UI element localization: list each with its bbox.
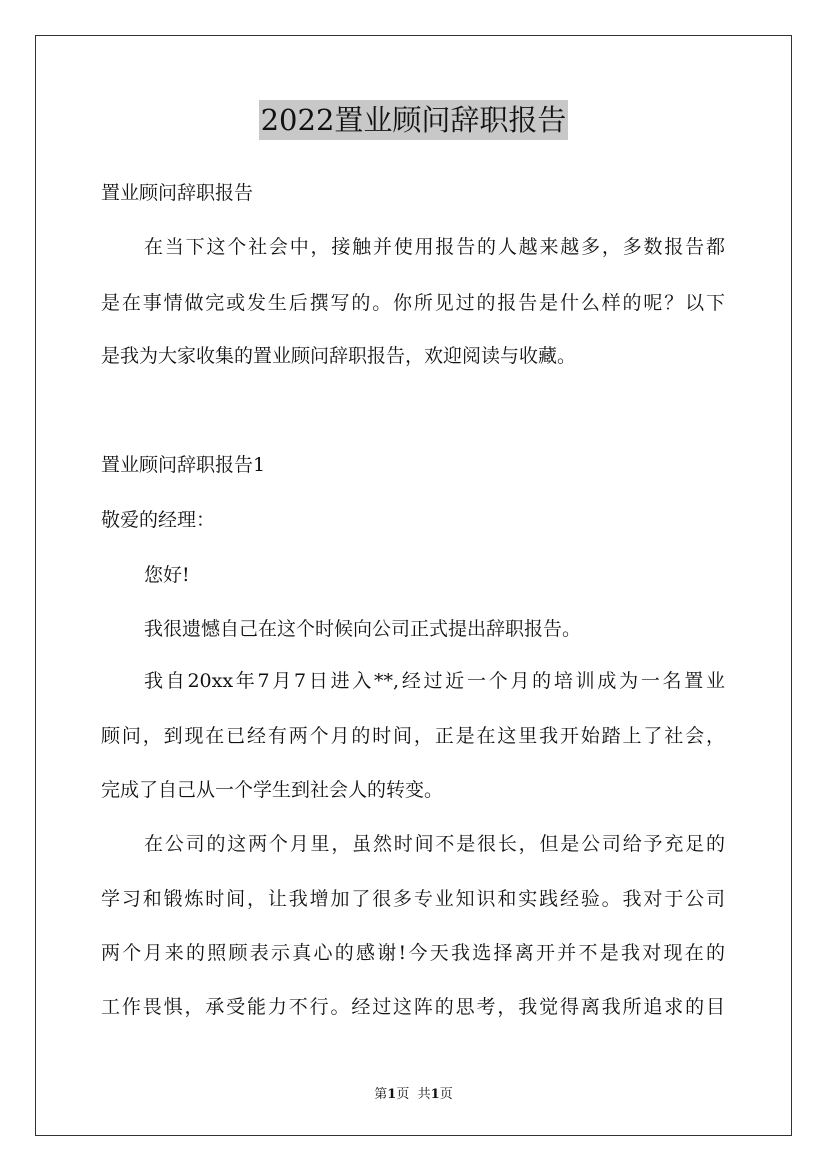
- paragraph-2-line-1: 我自20xx年7月7日进入**,经过近一个月的培训成为一名置业: [144, 670, 725, 692]
- paragraph-2-line-3: 完成了自己从一个学生到社会人的转变。: [101, 779, 444, 801]
- paragraph-3-line-3: 两个月来的照顾表示真心的感谢!今天我选择离开并不是我对现在的: [101, 942, 725, 964]
- footer-total-pages: 1: [430, 1087, 440, 1102]
- footer-page-number: 1: [387, 1087, 397, 1102]
- footer-page-prefix: 第: [374, 1087, 388, 1102]
- section-heading: 置业顾问辞职报告1: [101, 454, 266, 476]
- paragraph-2-line-2: 顾问，到现在已经有两个月的时间，正是在这里我开始踏上了社会，: [101, 725, 725, 747]
- footer-page-suffix: 页: [396, 1087, 410, 1102]
- document-title: 2022置业顾问辞职报告: [259, 100, 569, 140]
- footer-total-prefix: 共: [417, 1087, 431, 1102]
- title-container: [0, 100, 827, 140]
- paragraph-3-line-1: 在公司的这两个月里，虽然时间不是很长，但是公司给予充足的: [144, 833, 725, 855]
- greeting: 您好!: [144, 564, 190, 586]
- document-subtitle: 置业顾问辞职报告: [101, 182, 254, 204]
- paragraph-1: 我很遗憾自己在这个时候向公司正式提出辞职报告。: [144, 618, 582, 640]
- intro-line-2: 是在事情做完或发生后撰写的。你所见过的报告是什么样的呢？以下: [101, 292, 725, 314]
- salutation: 敬爱的经理：: [101, 509, 216, 531]
- paragraph-3-line-2: 学习和锻炼时间，让我增加了很多专业知识和实践经验。我对于公司: [101, 888, 725, 910]
- paragraph-3-line-4: 工作畏惧，承受能力不行。经过这阵的思考，我觉得离我所追求的目: [101, 996, 725, 1018]
- intro-line-3: 是我为大家收集的置业顾问辞职报告，欢迎阅读与收藏。: [101, 345, 577, 367]
- footer-total-suffix: 页: [439, 1087, 453, 1102]
- intro-line-1: 在当下这个社会中，接触并使用报告的人越来越多，多数报告都: [144, 236, 725, 258]
- page-footer: [0, 1083, 827, 1102]
